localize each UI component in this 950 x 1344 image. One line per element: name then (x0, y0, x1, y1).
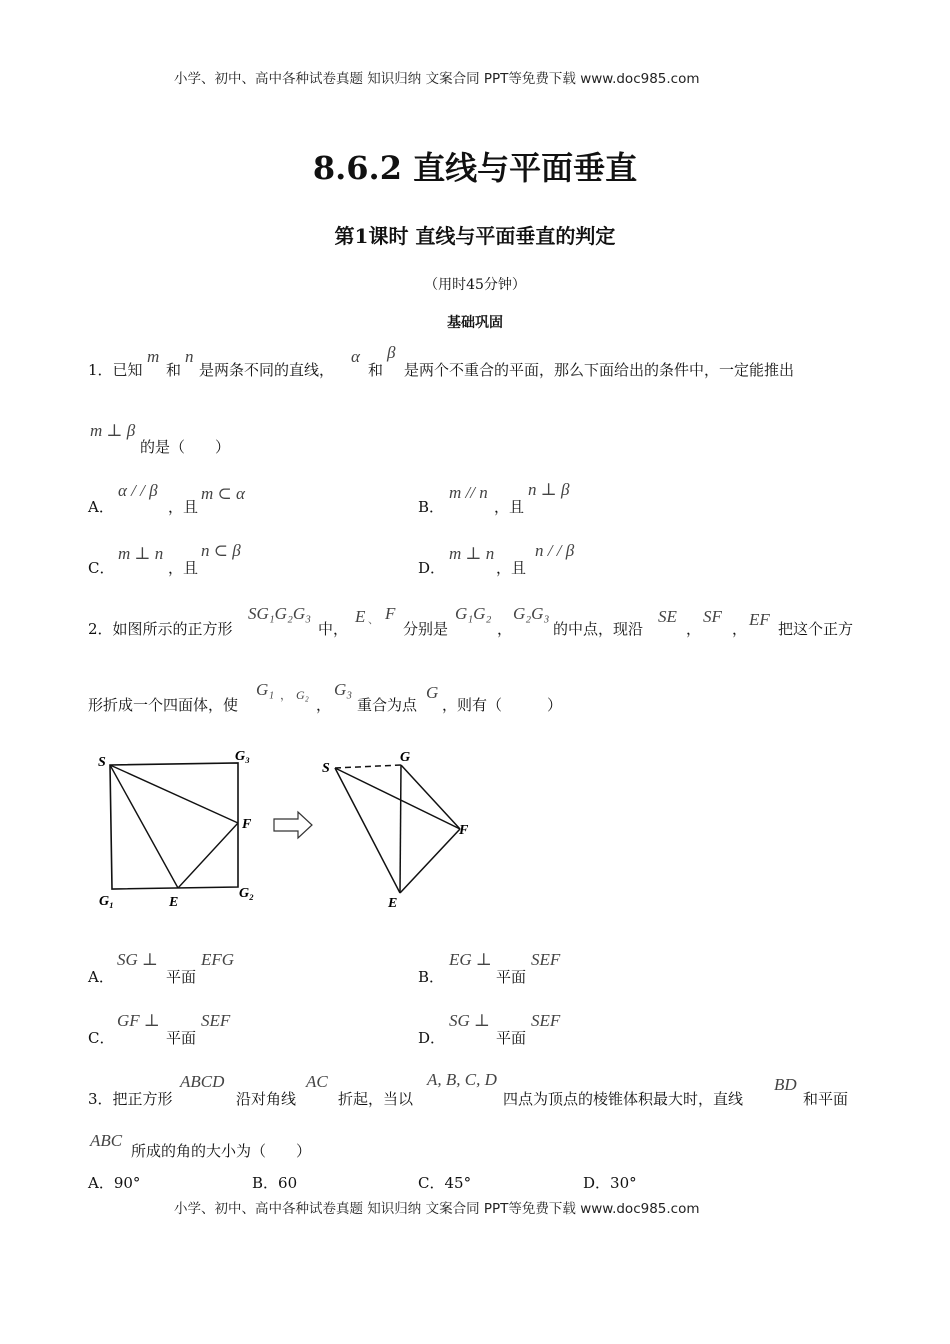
q2-text-2: 中， (318, 620, 349, 638)
q2-math-ef: EF (749, 610, 770, 629)
q3-text-1: 3．把正方形 (88, 1090, 173, 1108)
fold-arrow-icon (274, 812, 312, 838)
q2-option-a-math2: EFG (201, 950, 235, 969)
q1-text-6: 的是（ ） (140, 438, 231, 456)
q2-math-g1g2: G₁G₂ (455, 604, 492, 623)
q3-math-points: A, B, C, D (427, 1070, 497, 1089)
q3-text-3: 折起，当以 (338, 1090, 414, 1108)
q2-option-c-math1: GF ⊥ (117, 1011, 160, 1030)
q1-option-b-math1: m // n (449, 483, 488, 502)
q1-option-a-label: A． (88, 498, 114, 516)
section-heading: 基础巩固 (447, 315, 503, 331)
q2-math-square: SG₁G₂G₃ (248, 604, 312, 623)
q3-option-a: A．90° (88, 1174, 141, 1192)
label-e-left: E (169, 895, 179, 910)
label-g3: G₃ (235, 749, 250, 764)
folding-square-diagram (98, 749, 254, 910)
segment-se (110, 765, 178, 888)
q1-math-beta: β (387, 343, 396, 362)
edge-ef (400, 829, 460, 893)
page-header: 小学、初中、高中各种试卷真题 知识归纳 文案合同 PPT等免费下载 www.doc985.com (174, 71, 700, 87)
q2-option-b-label: B． (418, 968, 445, 986)
label-g: G (400, 750, 411, 765)
q1-text-1: 1．已知 (88, 361, 143, 379)
q2-option-d-math1: SG ⊥ (449, 1011, 491, 1030)
q2-text-4: 的中点，现沿 (553, 620, 644, 638)
q2-option-d-text: 平面 (496, 1029, 527, 1047)
q3-option-d: D．30° (583, 1174, 637, 1192)
q2-text-comma-3: ， (732, 620, 748, 638)
q2-text-comma-1: ， (497, 620, 513, 638)
q2-option-b-math2: SEF (531, 950, 561, 969)
q1-option-a-math1: α / / β (118, 481, 158, 500)
label-f-left: F (242, 817, 252, 832)
segment-sf (110, 765, 238, 823)
q2-text-3: 分别是 (403, 620, 449, 638)
page-title: 8.6.2 直线与平面垂直 (312, 149, 638, 187)
edge-se (335, 768, 400, 893)
q1-text-2: 和 (166, 361, 182, 379)
q1-math-alpha: α (351, 347, 360, 366)
q2-math-g: G (426, 683, 439, 702)
q1-math-m: m (147, 347, 160, 366)
q2-option-a-math1: SG ⊥ (117, 950, 159, 969)
q1-option-d-text: ，且 (496, 559, 527, 577)
q2-option-b-text: 平面 (496, 968, 527, 986)
q1-option-c-text: ，且 (168, 559, 199, 577)
q2-option-c-text: 平面 (166, 1029, 197, 1047)
time-note: （用时45分钟） (424, 277, 526, 293)
q1-option-c-math1: m ⊥ n (118, 544, 164, 563)
q3-option-c: C．45° (418, 1174, 472, 1192)
q2-math-f: F (385, 604, 396, 623)
q2-text-comma-2: ， (686, 620, 702, 638)
q3-math-ac: AC (306, 1072, 328, 1091)
label-s-left: S (98, 755, 106, 770)
page-footer: 小学、初中、高中各种试卷真题 知识归纳 文案合同 PPT等免费下载 www.doc985.com (174, 1201, 700, 1217)
q2-text-7: 重合为点 (357, 696, 418, 714)
q2-math-g2: G₂ (296, 688, 309, 702)
q2-math-se: SE (658, 607, 677, 626)
q1-option-d-math1: m ⊥ n (449, 544, 495, 563)
q2-option-c-label: C． (88, 1029, 115, 1047)
q3-math-bd: BD (774, 1075, 797, 1094)
q1-option-b-label: B． (418, 498, 445, 516)
segment-ef (178, 823, 238, 888)
square-outline (110, 763, 238, 889)
q1-text-3: 是两条不同的直线， (199, 361, 335, 379)
q2-math-e: E (355, 607, 366, 626)
label-g1: G₁ (99, 894, 114, 909)
q1-option-b-math2: n ⊥ β (528, 480, 570, 499)
q2-text-1: 2．如图所示的正方形 (88, 620, 233, 638)
label-f-right: F (459, 823, 469, 838)
q3-option-b: B．60 (252, 1174, 298, 1192)
q2-figure (95, 745, 495, 915)
q2-text-sep-2: ， (280, 688, 293, 702)
edge-ge (400, 765, 401, 893)
q1-option-a-math2: m ⊂ α (201, 484, 245, 503)
q2-text-5: 把这个正方 (778, 620, 854, 638)
q2-math-sf: SF (703, 607, 722, 626)
q2-text-6: 形折成一个四面体，使 (88, 696, 239, 714)
q2-option-a-label: A． (88, 968, 114, 986)
q3-math-abcd: ABCD (180, 1072, 225, 1091)
q1-math-n: n (185, 347, 194, 366)
label-s-right: S (322, 761, 330, 776)
lesson-subtitle: 第1课时 直线与平面垂直的判定 (334, 224, 616, 248)
q1-option-d-label: D． (418, 559, 446, 577)
q2-option-b-math1: EG ⊥ (449, 950, 492, 969)
q3-math-abc: ABC (90, 1131, 123, 1150)
edge-sg-dashed (335, 765, 401, 768)
q1-option-b-text: ，且 (494, 498, 525, 516)
label-g2: G₂ (239, 886, 254, 901)
q1-option-a-text: ，且 (168, 498, 199, 516)
tetrahedron-diagram (322, 750, 469, 911)
q1-option-c-math2: n ⊂ β (201, 541, 241, 560)
label-e-right: E (388, 896, 398, 911)
edge-gf (401, 765, 460, 829)
q2-text-8: ，则有（ ） (442, 696, 563, 714)
q2-option-c-math2: SEF (201, 1011, 231, 1030)
q1-option-d-math2: n / / β (535, 541, 575, 560)
q3-text-6: 所成的角的大小为（ ） (131, 1142, 312, 1160)
q2-option-d-math2: SEF (531, 1011, 561, 1030)
q1-text-5: 是两个不重合的平面，那么下面给出的条件中，一定能推出 (404, 361, 795, 379)
q2-option-a-text: 平面 (166, 968, 197, 986)
q2-math-g3: G₃ (334, 680, 353, 699)
q3-text-4: 四点为顶点的棱锥体积最大时，直线 (503, 1090, 744, 1108)
q2-math-g2g3: G₂G₃ (513, 604, 550, 623)
q1-option-c-label: C． (88, 559, 115, 577)
q2-text-sep: 、 (368, 613, 379, 626)
q2-math-g1: G₁ (256, 680, 275, 699)
edge-sf (335, 768, 460, 829)
q2-option-d-label: D． (418, 1029, 446, 1047)
q1-text-4: 和 (368, 361, 384, 379)
q3-text-5: 和平面 (803, 1090, 849, 1108)
q2-text-comma-4: ， (316, 696, 332, 714)
q1-math-cond: m ⊥ β (90, 421, 136, 440)
q3-text-2: 沿对角线 (236, 1090, 297, 1108)
